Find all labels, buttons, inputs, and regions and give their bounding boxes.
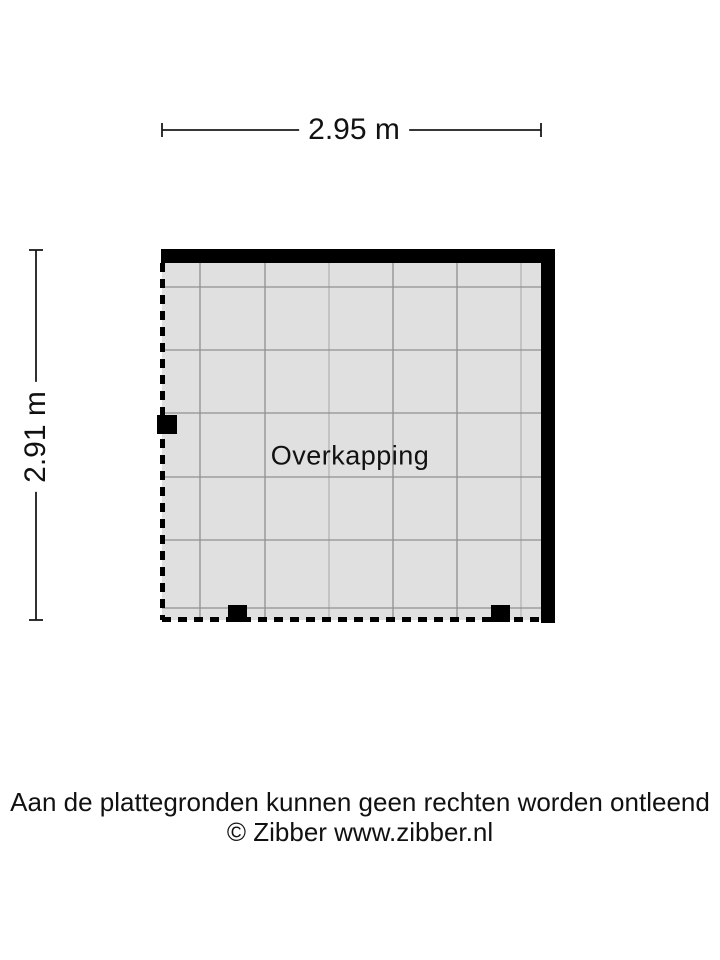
post-left	[157, 415, 177, 434]
disclaimer-text: Aan de plattegronden kunnen geen rechten worden ontleend	[10, 787, 710, 817]
footer	[0, 787, 720, 847]
room-name-label: Overkapping	[270, 440, 430, 471]
height-dimension-label: 2.91 m	[19, 382, 53, 492]
width-dimension-label: 2.95 m	[299, 113, 409, 147]
post-bottom-left	[228, 605, 247, 622]
copyright-text: © Zibber www.zibber.nl	[226, 817, 494, 847]
post-bottom-right	[491, 605, 510, 622]
wall-top	[161, 249, 554, 263]
wall-right	[541, 249, 555, 623]
